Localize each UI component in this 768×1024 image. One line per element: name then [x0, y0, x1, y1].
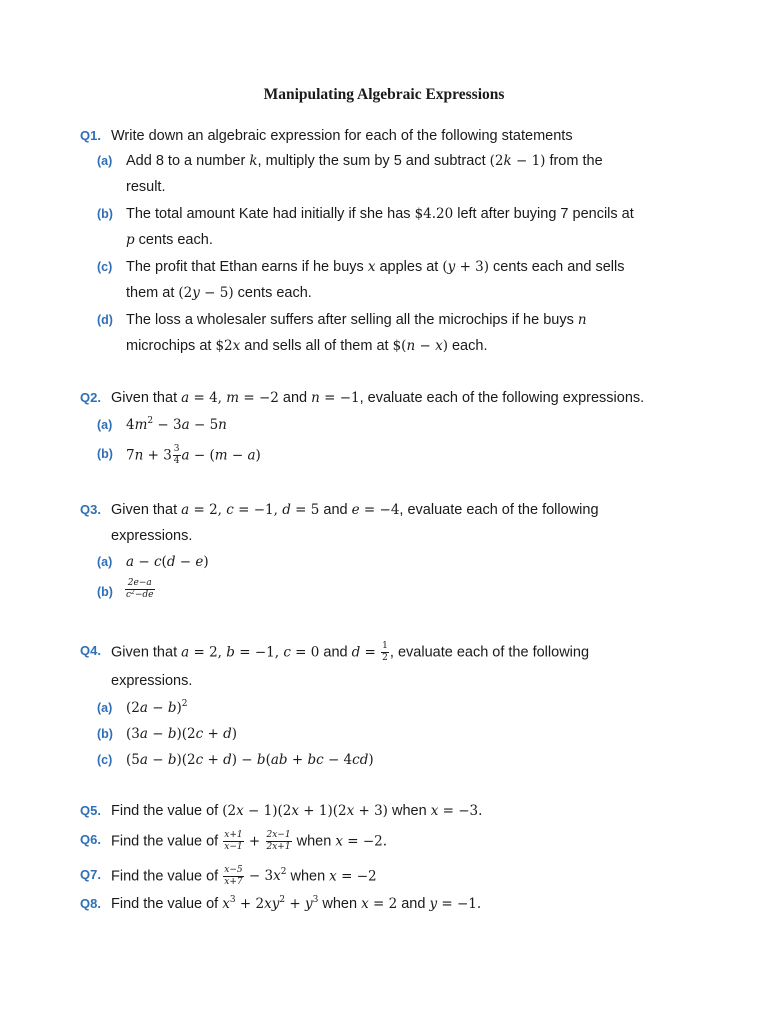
q5-text: Find the value of (2x − 1)(2x + 1)(2x + 3) when x = −3. — [111, 803, 483, 819]
q3b-label: (b) — [97, 585, 113, 599]
page-title: Manipulating Algebraic Expressions — [263, 86, 505, 103]
q2a-expression: $4m^2 - 3a - 5n$ — [126, 416, 227, 433]
q1b-label: (b) — [97, 207, 113, 221]
q7-number: Q7. — [80, 867, 101, 882]
q1-number: Q1. — [80, 128, 101, 143]
q8-number: Q8. — [80, 896, 101, 911]
q1b-text-cont: p cents each. — [126, 232, 213, 248]
q4-number: Q4. — [80, 643, 101, 658]
q3-number: Q3. — [80, 502, 101, 517]
q6-number: Q6. — [80, 832, 101, 847]
q1c-label: (c) — [97, 260, 113, 274]
q2-number: Q2. — [80, 390, 101, 405]
q7-text: Find the value of $\frac{x-5}{x+7}$ − $3x^2$ when x = −2 — [111, 865, 377, 887]
q1d-text: The loss a wholesaler suffers after selling all the microchips if he buys n — [126, 312, 587, 328]
q1b-text: The total amount Kate had initially if she has $4.20 left after buying 7 pencils at — [126, 206, 634, 222]
q2b-label: (b) — [97, 447, 113, 461]
q3-stem: Given that a = 2, c = −1, d = 5 and e = −4, evaluate each of the following — [111, 502, 599, 518]
q5-number: Q5. — [80, 803, 101, 818]
q2a-label: (a) — [97, 418, 113, 432]
q1d-label: (d) — [97, 313, 113, 327]
q3-stem-cont: expressions. — [111, 528, 193, 544]
q3a-expression: a − c(d − e) — [126, 554, 209, 570]
q4b-label: (b) — [97, 727, 113, 741]
q1c-text: The profit that Ethan earns if he buys x apples at (y + 3) cents each and sells — [126, 259, 625, 275]
q1a-text: Add 8 to a number k, multiply the sum by 5 and subtract (2k − 1) from the — [126, 153, 603, 169]
q6-text: Find the value of $\frac{x+1}{x-1}$ + $\frac{2x-1}{2x+1}$ when x = −2. — [111, 830, 388, 852]
q4-stem-cont: expressions. — [111, 673, 193, 689]
q1d-text-cont: microchips at $2x and sells all of them at $(n − x) each. — [126, 338, 488, 354]
q2-stem: Given that a = 4, m = −2 and n = −1, evaluate each of the following expressions. — [111, 390, 645, 406]
q4c-expression: (5a − b)(2c + d) − b(ab + bc − 4cd) — [126, 752, 374, 768]
q4a-label: (a) — [97, 701, 113, 715]
q2b-expression: 7n + 3 $\frac{3}{4}$ a − (m − a) — [126, 444, 261, 466]
q8-text: Find the value of $x^3 + 2xy^2 + y^3$ when x = 2 and y = −1. — [111, 895, 482, 912]
q1-stem: Write down an algebraic expression for each of the following statements — [111, 128, 573, 144]
q4b-expression: (3a − b)(2c + d) — [126, 726, 238, 742]
q1a-label: (a) — [97, 154, 113, 168]
q1c-text-cont: them at (2y − 5) cents each. — [126, 285, 312, 301]
q4-stem: Given that a = 2, b = −1, c = 0 and d = $\frac{1}{2}$ , evaluate each of the following — [111, 641, 590, 663]
q3b-expression: $\frac{2e-a}{c^2-de}$ — [126, 578, 154, 600]
q1a-text-cont: result. — [126, 179, 166, 195]
q4a-expression: $(2a - b)^2$ — [126, 699, 188, 716]
q3a-label: (a) — [97, 555, 113, 569]
q4c-label: (c) — [97, 753, 113, 767]
